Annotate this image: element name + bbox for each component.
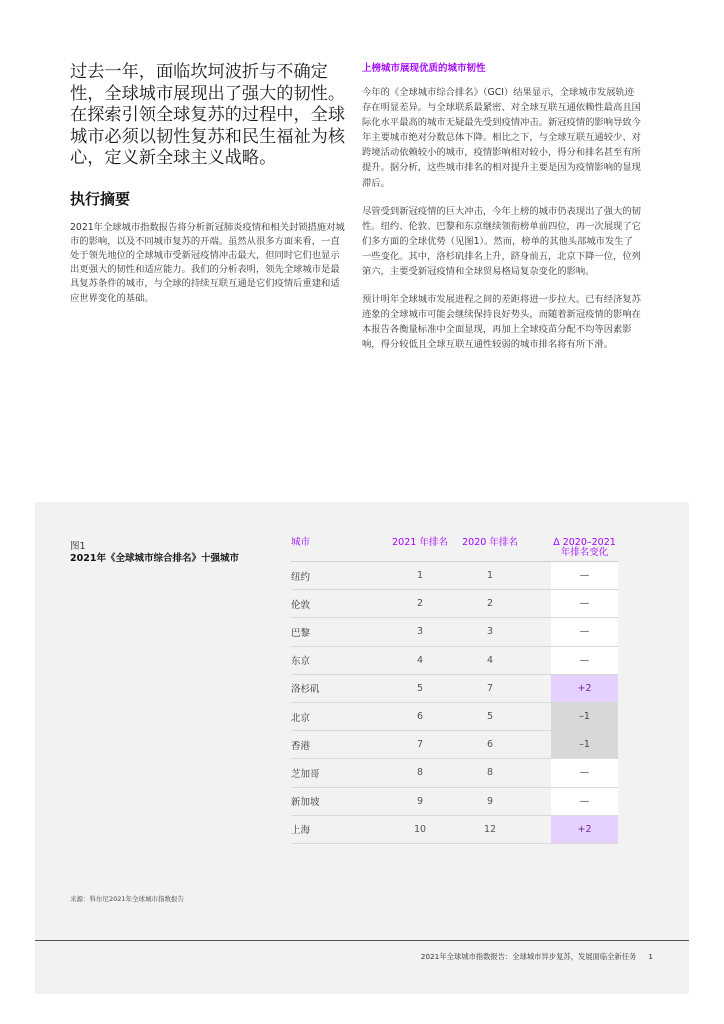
footer-text: 2021年全球城市指数报告：全球城市异步复苏，发展面临全新任务 [420, 952, 637, 961]
header-rank-change: Δ 2020–2021年排名变化 [553, 537, 616, 558]
city-cell: 纽约 [291, 571, 311, 583]
table-row [291, 816, 618, 844]
header-city: 城市 [291, 537, 311, 548]
executive-summary-heading: 执行摘要 [70, 189, 131, 208]
rank-2021-cell: 3 [416, 626, 424, 638]
rank-change-cell: — [551, 562, 618, 589]
table-row [291, 618, 618, 646]
table-body [291, 562, 618, 844]
rank-2020-cell: 3 [486, 626, 494, 638]
figure-title: 2021年《全球城市综合排名》十强城市 [70, 553, 239, 564]
rank-2021-cell: 8 [416, 767, 424, 779]
section-title: 上榜城市展现优质的城市韧性 [362, 63, 486, 74]
rank-2020-cell: 12 [483, 823, 497, 835]
left-column [70, 62, 348, 306]
table-row [291, 703, 618, 731]
paragraph-2: 尽管受到新冠疫情的巨大冲击，今年上榜的城市仍表现出了强大的韧性。纽约、伦敦、巴黎和东京继续领衔榜单前四位，再一次展现了它们多方面的全球优势（见图1）。然而，榜单的其他头部城市发生了一些变化。其中，洛杉矶排名上升，跻身前五，北京下降一位，位列第六，主要受新冠疫情和全球贸易格局复杂变化的影响。 [362, 205, 641, 278]
rank-2021-cell: 5 [416, 682, 424, 694]
rank-2021-cell: 4 [416, 654, 424, 666]
table-row [291, 675, 618, 703]
city-cell: 北京 [291, 712, 311, 724]
city-cell: 伦敦 [291, 599, 311, 611]
rank-change-cell: — [551, 788, 618, 815]
rank-2021-cell: 10 [413, 823, 427, 835]
paragraph-3: 预计明年全球城市发展进程之间的差距将进一步拉大。已有经济复苏迹象的全球城市可能会继续保持良好势头，而随着新冠疫情的影响在本报告各衡量标准中全面显现，再加上全球疫苗分配不均等因素影响，得分较低且全球互联互通性较弱的城市排名将有所下滑。 [362, 294, 641, 351]
table-header [291, 538, 618, 562]
city-cell: 香港 [291, 740, 311, 752]
rank-2021-cell: 7 [416, 739, 424, 751]
page-footer [421, 952, 653, 962]
page-number: 1 [648, 952, 653, 961]
rank-2021-cell: 6 [416, 711, 424, 723]
rank-change-cell: +2 [551, 816, 618, 843]
right-column [362, 62, 642, 353]
rank-2020-cell: 6 [486, 739, 494, 751]
rank-change-cell: –1 [551, 703, 618, 730]
rank-change-cell: –1 [551, 731, 618, 758]
table-row [291, 731, 618, 759]
paragraph-1: 今年的《全球城市综合排名》（GCI）结果显示，全球城市发展轨迹存在明显差异。与全球联系最紧密、对全球互联互通依赖性最高且国际化水平最高的城市无疑最先受到疫情冲击。新冠疫情的影响导致今年主要城市绝对分数总体下降。相比之下，与全球互联互通较少、对跨境活动依赖较小的城市，疫情影响相对较小，得分和排名甚至有所提升。据分析，这些城市排名的相对提升主要是因为疫情影响的显现滞后。 [362, 87, 641, 189]
rank-2020-cell: 5 [486, 711, 494, 723]
rank-2021-cell: 9 [416, 795, 424, 807]
figure-panel [35, 502, 689, 994]
rank-change-cell: — [551, 759, 618, 786]
figure-label: 图1 [70, 541, 86, 552]
executive-summary-body: 2021年全球城市指数报告将分析新冠肺炎疫情和相关封锁措施对城市的影响，以及不同城市复苏的开端。虽然从很多方面来看，一直处于领先地位的全球城市受新冠疫情冲击最大，但同时它们也显示出更强大的韧性和适应能力。我们的分析表明，领先全球城市是最具复苏条件的城市，与全球的持续互联互通是它们疫情后重建和适应世界变化的基础。 [70, 221, 345, 304]
ranking-table [291, 538, 618, 844]
city-cell: 新加坡 [291, 797, 320, 809]
rank-2020-cell: 2 [486, 598, 494, 610]
rank-2021-cell: 1 [416, 570, 424, 582]
table-row [291, 759, 618, 787]
table-row [291, 590, 618, 618]
rank-2020-cell: 4 [486, 654, 494, 666]
source-note: 来源：科尔尼2021年全球城市指数报告 [70, 895, 185, 903]
rank-2020-cell: 9 [486, 795, 494, 807]
rank-2020-cell: 1 [486, 570, 494, 582]
footer-divider [35, 940, 689, 941]
city-cell: 芝加哥 [291, 768, 320, 780]
table-row [291, 647, 618, 675]
rank-change-cell: — [551, 590, 618, 617]
city-cell: 洛杉矶 [291, 684, 320, 696]
header-rank-2021: 2021 年排名 [392, 537, 448, 548]
rank-2021-cell: 2 [416, 598, 424, 610]
rank-2020-cell: 8 [486, 767, 494, 779]
city-cell: 东京 [291, 656, 311, 668]
city-cell: 巴黎 [291, 627, 311, 639]
rank-change-cell: — [551, 647, 618, 674]
lead-paragraph: 过去一年，面临坎坷波折与不确定性，全球城市展现出了强大的韧性。在探索引领全球复苏的过程中，全球城市必须以韧性复苏和民生福祉为核心，定义新全球主义战略。 [70, 62, 346, 168]
table-row [291, 788, 618, 816]
city-cell: 上海 [291, 825, 311, 837]
rank-change-cell: +2 [551, 675, 618, 702]
rank-change-cell: — [551, 618, 618, 645]
header-rank-2020: 2020 年排名 [462, 537, 518, 548]
table-row [291, 562, 618, 590]
rank-2020-cell: 7 [486, 682, 494, 694]
